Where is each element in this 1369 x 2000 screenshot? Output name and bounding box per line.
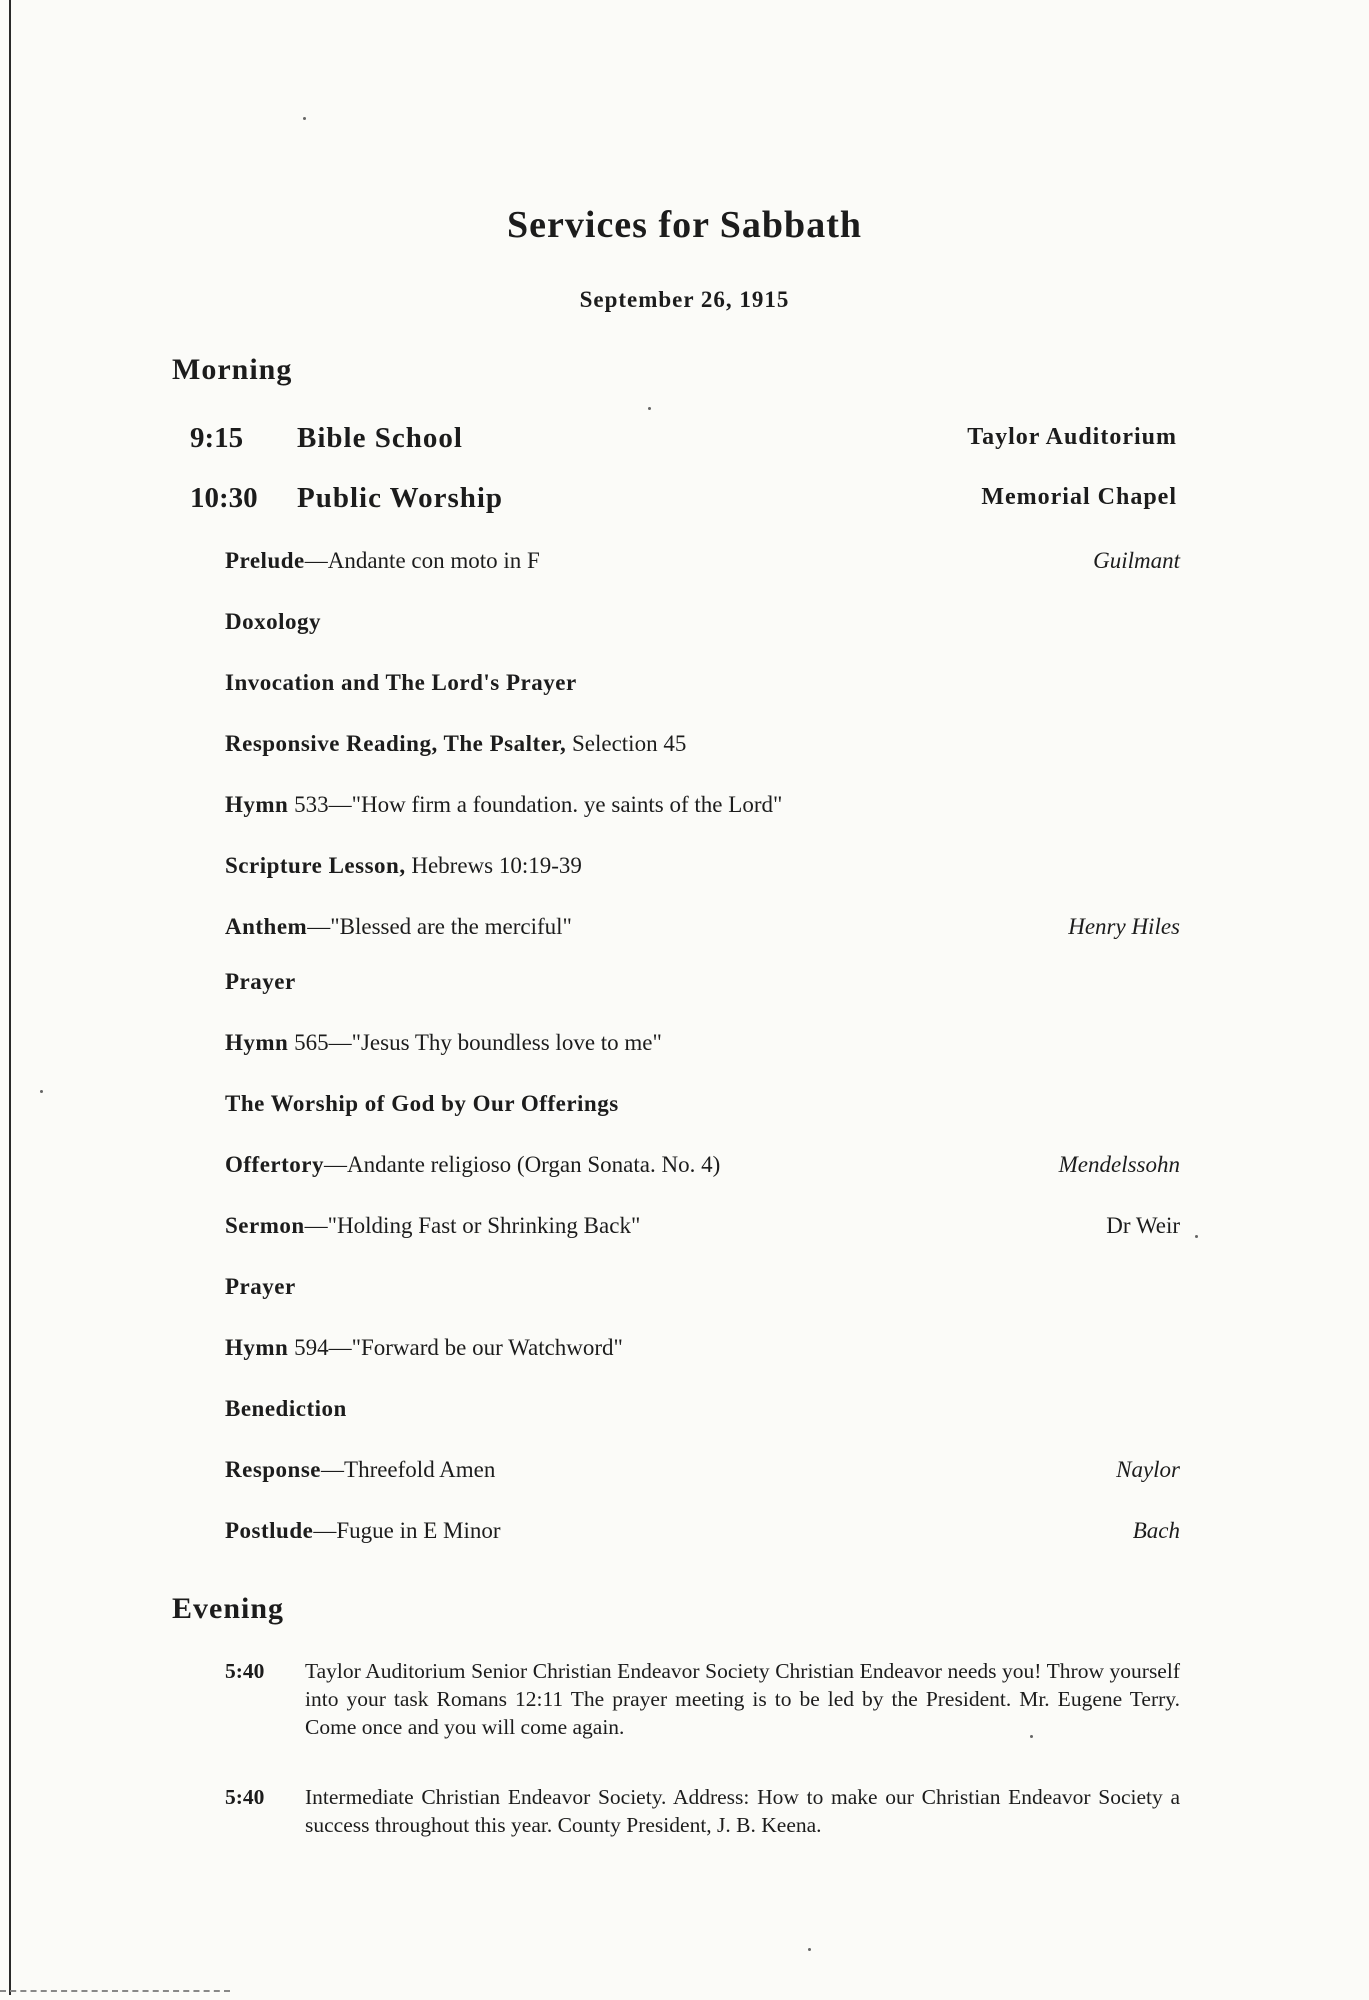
evening-text: Intermediate Christian Endeavor Society. Address: How to make our Christian Endeavor Society a success throughout this year. County President, J. B. Keena.: [305, 1785, 1180, 1837]
order-item-responsive-reading: [225, 731, 1180, 765]
item-text: 533—"How firm a foundation. ye saints of the Lord": [288, 792, 783, 817]
item-label: Prayer: [225, 969, 296, 994]
item-label: Hymn: [225, 1030, 289, 1055]
schedule-row-public-worship: [190, 482, 1177, 522]
item-text: Selection 45: [566, 731, 687, 756]
scan-speck: [808, 1948, 811, 1951]
evening-heading: Evening: [172, 1592, 285, 1625]
scan-speck: [40, 1090, 43, 1093]
item-label: Scripture Lesson,: [225, 853, 406, 878]
item-composer: Henry Hiles: [1068, 914, 1180, 939]
order-item-hymn-594: [225, 1335, 1180, 1369]
schedule-time: 9:15: [190, 422, 244, 454]
item-label: Prelude: [225, 548, 305, 573]
item-speaker: Dr Weir: [1106, 1213, 1180, 1238]
order-item-response: [225, 1457, 1180, 1491]
item-text: —Fugue in E Minor: [313, 1518, 501, 1543]
item-label: Sermon: [225, 1213, 305, 1238]
order-item-offertory: [225, 1152, 1180, 1186]
morning-heading: Morning: [172, 353, 293, 386]
item-composer: Guilmant: [1093, 548, 1180, 573]
schedule-row-bible-school: [190, 422, 1177, 462]
item-label: Prayer: [225, 1274, 296, 1299]
order-item-hymn-533: [225, 792, 1180, 826]
item-label: The Worship of God by Our Offerings: [225, 1091, 619, 1116]
scan-speck: [648, 407, 651, 410]
scan-speck: [1030, 1735, 1033, 1738]
item-label: Responsive Reading, The Psalter,: [225, 731, 567, 756]
item-label: Hymn: [225, 792, 289, 817]
schedule-name: Bible School: [297, 422, 463, 454]
schedule-name: Public Worship: [297, 482, 504, 514]
item-text: —"Holding Fast or Shrinking Back": [304, 1213, 641, 1238]
item-text: Hebrews 10:19-39: [405, 853, 582, 878]
schedule-place: Taylor Auditorium: [967, 424, 1177, 450]
evening-time: 5:40: [225, 1785, 265, 1809]
order-item-prayer: [225, 969, 1180, 1003]
order-item-hymn-565: [225, 1030, 1180, 1064]
item-label: Response: [225, 1457, 322, 1482]
order-item-postlude: [225, 1518, 1180, 1552]
item-text: 594—"Forward be our Watchword": [288, 1335, 623, 1360]
item-label: Offertory: [225, 1152, 324, 1177]
page-title: Services for Sabbath: [507, 204, 862, 246]
item-composer: Naylor: [1116, 1457, 1180, 1482]
item-text: —Andante religioso (Organ Sonata. No. 4): [324, 1152, 721, 1177]
item-label: Benediction: [225, 1396, 347, 1421]
schedule-time: 10:30: [190, 482, 258, 514]
evening-text: Taylor Auditorium Senior Christian Endeavor Society Christian Endeavor needs you! Throw yourself into your task Romans 12:11 The prayer meeting is to be led by the President. Mr. Eugene Terry. Come once and you will come again.: [305, 1659, 1180, 1739]
scan-speck: [1195, 1235, 1198, 1238]
order-item-invocation: [225, 670, 1180, 704]
item-text: —"Blessed are the merciful": [307, 914, 572, 939]
order-item-prayer-2: [225, 1274, 1180, 1308]
order-item-prelude: [225, 548, 1180, 582]
item-label: Invocation and The Lord's Prayer: [225, 670, 577, 695]
item-composer: Mendelssohn: [1058, 1152, 1180, 1177]
item-text: —Andante con moto in F: [304, 548, 540, 573]
schedule-place: Memorial Chapel: [981, 484, 1177, 510]
order-item-doxology: [225, 609, 1180, 643]
item-text: 565—"Jesus Thy boundless love to me": [288, 1030, 662, 1055]
order-item-sermon: [225, 1213, 1180, 1247]
evening-time: 5:40: [225, 1659, 265, 1683]
order-item-scripture-lesson: [225, 853, 1180, 887]
page-bottom-edge: [0, 1990, 230, 1992]
order-item-benediction: [225, 1396, 1180, 1430]
item-label: Postlude: [225, 1518, 314, 1543]
service-date: September 26, 1915: [579, 287, 790, 312]
order-item-anthem: [225, 914, 1180, 948]
order-item-offerings: [225, 1091, 1180, 1125]
scan-speck: [303, 117, 306, 120]
item-label: Hymn: [225, 1335, 289, 1360]
item-composer: Bach: [1132, 1518, 1180, 1543]
item-label: Anthem: [225, 914, 308, 939]
item-label: Doxology: [225, 609, 321, 634]
item-text: —Threefold Amen: [321, 1457, 496, 1482]
